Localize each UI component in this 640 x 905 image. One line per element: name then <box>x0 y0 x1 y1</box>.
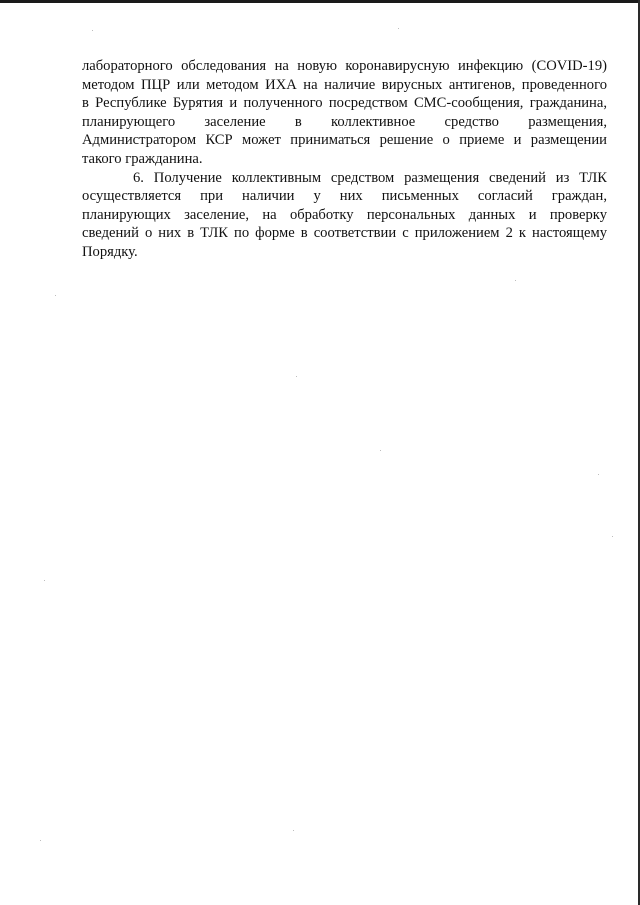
scan-speck <box>55 295 56 296</box>
paragraph-item-6-consent <box>82 169 607 262</box>
scan-border-top <box>0 0 640 3</box>
text-line: планирующего заселение в коллективное средство размещения, <box>82 113 607 130</box>
text-line: Порядку. <box>82 243 138 260</box>
text-line: Администратором КСР может приниматься решение о приеме и размещении <box>82 132 607 149</box>
document-body <box>82 57 607 262</box>
text-line: планирующих заселение, на обработку персональных данных и проверку <box>82 206 607 223</box>
scan-speck <box>44 580 45 581</box>
scan-speck <box>612 536 613 537</box>
scan-speck <box>515 280 516 281</box>
scan-speck <box>40 840 41 841</box>
text-line: в Республике Бурятия и полученного посредством СМС-сообщения, гражданина, <box>82 95 607 112</box>
text-line: такого гражданина. <box>82 150 203 167</box>
text-line: сведений о них в ТЛК по форме в соответствии с приложением 2 к настоящему <box>82 225 607 242</box>
scan-speck <box>398 28 399 29</box>
scan-speck <box>293 830 294 831</box>
scan-speck <box>598 474 599 475</box>
text-line: осуществляется при наличии у них письменных согласий граждан, <box>82 188 607 205</box>
paragraph-covid-test-result <box>82 57 607 169</box>
scan-speck <box>380 450 381 451</box>
text-line: лабораторного обследования на новую коронавирусную инфекцию (COVID-19) <box>82 58 607 74</box>
scan-speck <box>92 30 93 31</box>
text-line: 6. Получение коллективным средством размещения сведений из ТЛК <box>133 169 607 186</box>
scan-speck <box>296 376 297 377</box>
text-line: методом ПЦР или методом ИХА на наличие вирусных антигенов, проведенного <box>82 76 607 93</box>
